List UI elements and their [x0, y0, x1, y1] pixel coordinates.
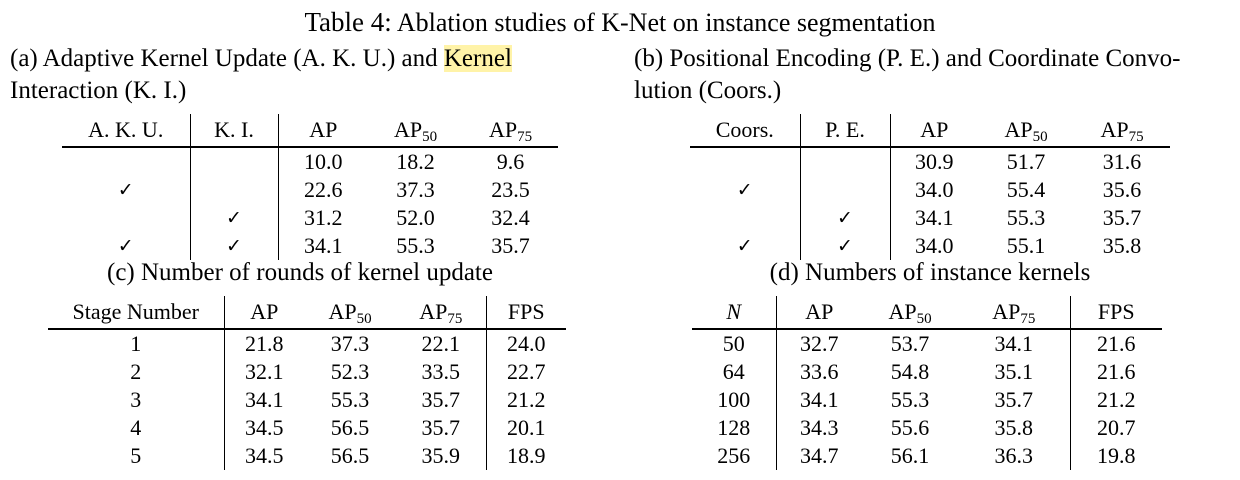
- table-cell: 53.7: [890, 331, 930, 356]
- table-cell: 50: [692, 329, 776, 358]
- checkmark-cell: [690, 204, 800, 232]
- table-cell: 32.7: [800, 331, 839, 356]
- table-cell: 34.5: [245, 443, 284, 468]
- caption-a-highlight: Kernel: [443, 45, 512, 72]
- table-cell: 35.1: [958, 358, 1070, 386]
- table-cell: 34.5: [245, 415, 284, 440]
- table-title: [0, 6, 1240, 39]
- table-cell: 34.1: [304, 233, 343, 258]
- checkmark-cell: ✓: [190, 204, 278, 232]
- caption-b: (b) Positional Encoding (P. E.) and Coordinate Convo-: [634, 45, 1181, 72]
- table-cell: 55.6: [890, 415, 930, 440]
- header-cell: AP: [250, 299, 279, 324]
- header-cell: N: [692, 296, 776, 329]
- table-row: [48, 329, 566, 358]
- checkmark-cell: [690, 147, 800, 176]
- table-row: [692, 358, 1162, 386]
- table-cell: 33.5: [396, 358, 486, 386]
- table-cell: 35.7: [1102, 205, 1142, 230]
- table-cell: 52.0: [396, 205, 435, 230]
- table-cell: 31.6: [1102, 149, 1142, 174]
- table-cell: 21.2: [507, 387, 546, 412]
- table-cell: 5: [48, 442, 224, 470]
- table-cell: 55.4: [1006, 177, 1046, 202]
- table-cell: 21.6: [1097, 359, 1136, 384]
- checkmark-cell: ✓: [62, 176, 190, 204]
- checkmark-cell: ✓: [690, 232, 800, 260]
- table-cell: 18.2: [396, 149, 435, 174]
- checkmark-cell: [800, 147, 890, 176]
- header-cell: AP: [920, 117, 949, 142]
- checkmark-cell: ✓: [800, 232, 890, 260]
- header-cell: FPS: [507, 299, 545, 324]
- table-cell: 19.8: [1097, 443, 1136, 468]
- table-row: [692, 386, 1162, 414]
- header-cell: Stage Number: [48, 296, 224, 329]
- table-row: [690, 176, 1170, 204]
- table-cell: 32.4: [491, 205, 530, 230]
- caption-b-line2: lution (Coors.): [634, 77, 782, 104]
- table-row: [48, 414, 566, 442]
- table-row: [62, 204, 558, 232]
- table-cell: 23.5: [491, 177, 530, 202]
- caption-a-line2: Interaction (K. I.): [10, 77, 187, 104]
- header-cell: AP: [309, 117, 338, 142]
- table-cell: 30.9: [915, 149, 954, 174]
- caption-c: (c) Number of rounds of kernel update: [107, 259, 493, 286]
- checkmark-cell: ✓: [690, 176, 800, 204]
- header-cell: Coors.: [690, 114, 800, 147]
- checkmark-cell: ✓: [62, 232, 190, 260]
- table-row: [692, 442, 1162, 470]
- table-cell: 54.8: [890, 359, 930, 384]
- table-cell: 34.0: [915, 233, 954, 258]
- table-cell: 4: [48, 414, 224, 442]
- table-cell: 9.6: [496, 149, 525, 174]
- table-cell: 35.8: [1102, 233, 1142, 258]
- header-cell: $AP_{50}$: [328, 299, 372, 327]
- checkmark-cell: [800, 176, 890, 204]
- header-cell: AP: [805, 299, 834, 324]
- table-cell: 34.0: [915, 177, 954, 202]
- table-row: [692, 329, 1162, 358]
- table-cell: 22.6: [304, 177, 343, 202]
- table-cell: 256: [692, 442, 776, 470]
- table-row: [690, 147, 1170, 176]
- table-cell: 64: [692, 358, 776, 386]
- table-cell: 100: [692, 386, 776, 414]
- table-label: Table 4:: [304, 7, 392, 37]
- table-cell: 52.3: [330, 359, 370, 384]
- table-row: [48, 386, 566, 414]
- table-a-header: [62, 114, 558, 147]
- table-title-text: Ablation studies of K-Net on instance segmentation: [396, 8, 936, 37]
- checkmark-cell: [62, 147, 190, 176]
- checkmark-cell: [190, 176, 278, 204]
- table-row: [62, 176, 558, 204]
- table-cell: 3: [48, 386, 224, 414]
- checkmark-cell: [62, 204, 190, 232]
- header-cell: $AP_{75}$: [396, 296, 486, 329]
- table-cell: 35.7: [396, 386, 486, 414]
- table-cell: 31.2: [304, 205, 343, 230]
- table-cell: 1: [48, 329, 224, 358]
- header-cell: FPS: [1097, 299, 1135, 324]
- header-cell: $AP_{75}$: [1100, 117, 1144, 145]
- table-row: [690, 232, 1170, 260]
- table-b-header: [690, 114, 1170, 147]
- table-row: [692, 414, 1162, 442]
- table-cell: 34.1: [915, 205, 954, 230]
- table-cell: 36.3: [958, 442, 1070, 470]
- table-cell: 35.7: [491, 233, 530, 258]
- table-cell: 22.7: [507, 359, 546, 384]
- table-cell: 51.7: [1006, 149, 1046, 174]
- table-cell: 32.1: [245, 359, 284, 384]
- table-cell: 21.8: [245, 331, 284, 356]
- table-cell: 20.7: [1097, 415, 1136, 440]
- table-cell: 2: [48, 358, 224, 386]
- checkmark-cell: [190, 147, 278, 176]
- table-cell: 55.3: [890, 387, 930, 412]
- checkmark-cell: ✓: [190, 232, 278, 260]
- header-cell: $AP_{50}$: [393, 117, 438, 145]
- table-cell: 56.1: [890, 443, 930, 468]
- caption-a-text: (a) Adaptive Kernel Update (A. K. U.) and: [10, 45, 438, 72]
- table-c-header: [48, 296, 566, 329]
- header-cell: P. E.: [800, 114, 890, 147]
- table-cell: 35.9: [396, 442, 486, 470]
- header-cell: $AP_{75}$: [488, 117, 533, 145]
- table-cell: 34.1: [800, 387, 839, 412]
- table-cell: 33.6: [800, 359, 839, 384]
- table-c: [48, 296, 566, 470]
- table-cell: 20.1: [507, 415, 546, 440]
- table-cell: 34.1: [958, 329, 1070, 358]
- table-cell: 18.9: [507, 443, 546, 468]
- table-cell: 35.7: [958, 386, 1070, 414]
- table-cell: 35.6: [1102, 177, 1142, 202]
- table-d-header: [692, 296, 1162, 329]
- header-cell: A. K. U.: [62, 114, 190, 147]
- checkmark-cell: ✓: [800, 204, 890, 232]
- table-cell: 128: [692, 414, 776, 442]
- header-cell: $AP_{50}$: [1004, 117, 1048, 145]
- table-cell: 21.2: [1097, 387, 1136, 412]
- table-cell: 55.3: [1006, 205, 1046, 230]
- table-row: [690, 204, 1170, 232]
- header-cell: $AP_{75}$: [958, 296, 1070, 329]
- table-d: [692, 296, 1162, 470]
- table-cell: 55.3: [330, 387, 370, 412]
- table-cell: 55.1: [1006, 233, 1046, 258]
- table-cell: 34.3: [800, 415, 839, 440]
- table-cell: 35.8: [958, 414, 1070, 442]
- table-cell: 34.7: [800, 443, 839, 468]
- table-cell: 34.1: [245, 387, 284, 412]
- table-row: [48, 442, 566, 470]
- table-cell: 37.3: [330, 331, 370, 356]
- table-cell: 10.0: [304, 149, 343, 174]
- table-row: [62, 147, 558, 176]
- table-cell: 55.3: [396, 233, 435, 258]
- caption-a: [10, 44, 512, 74]
- table-cell: 56.5: [330, 443, 370, 468]
- table-cell: 56.5: [330, 415, 370, 440]
- table-row: [48, 358, 566, 386]
- table-cell: 22.1: [396, 329, 486, 358]
- table-cell: 37.3: [396, 177, 435, 202]
- header-cell: K. I.: [190, 114, 278, 147]
- table-row: [62, 232, 558, 260]
- table-cell: 35.7: [396, 414, 486, 442]
- caption-d: (d) Numbers of instance kernels: [769, 259, 1091, 286]
- table-cell: 24.0: [507, 331, 546, 356]
- table-cell: 21.6: [1097, 331, 1136, 356]
- header-cell: $AP_{50}$: [888, 299, 932, 327]
- table-b: [690, 114, 1170, 260]
- table-a: [62, 114, 558, 260]
